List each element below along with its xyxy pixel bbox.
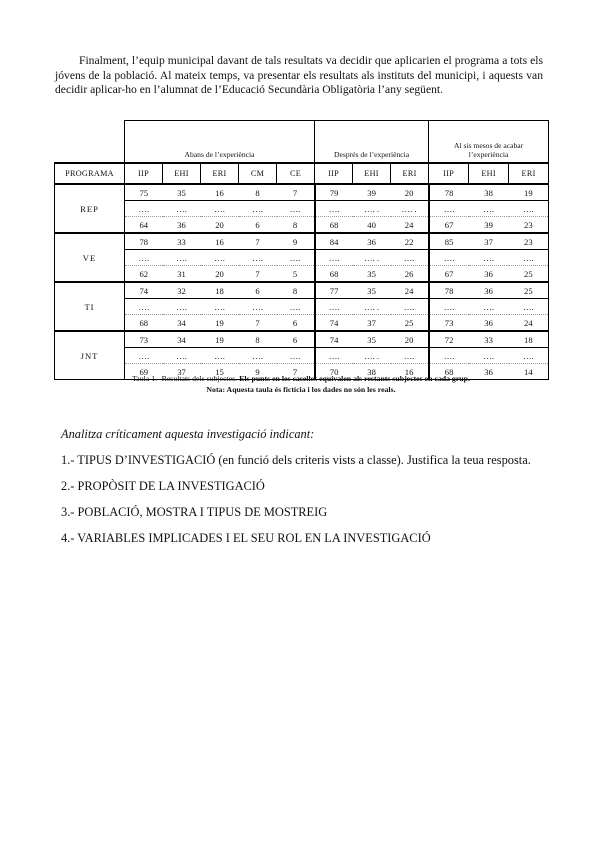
intro-paragraph: Finalment, l’equip municipal davant de tals resultats va decidir que aplicarien el programa a tots els jóvens de la població. Al mateix temps, va presentar els resultats als instituts del municipi, i aquests van decidir aplicar-ho en l’alumnat de l’Educació Secundària Obligatòria l’any següent. — [55, 54, 543, 97]
table-row — [55, 201, 549, 217]
table-cell: 35 — [353, 331, 391, 348]
table-cell: …. — [509, 250, 549, 266]
table-cell: 19 — [201, 331, 239, 348]
table-cell: 35 — [353, 282, 391, 299]
table-cell: 78 — [429, 282, 469, 299]
table-cell: 18 — [509, 331, 549, 348]
task-title: Analitza críticament aquesta investigació indicant: — [61, 427, 315, 441]
table-cell: 36 — [163, 217, 201, 234]
table-cell: 9 — [277, 233, 315, 250]
caption-bold-text: Els punts en les caselles equivalen als restants subjectes en cada grup. — [239, 374, 470, 383]
table-cell: 25 — [509, 282, 549, 299]
table-cell: 37 — [469, 233, 509, 250]
table-row — [55, 315, 549, 332]
table-row — [55, 299, 549, 315]
table-cell: 18 — [201, 282, 239, 299]
table-cell: …. — [201, 250, 239, 266]
table-cell: 38 — [469, 184, 509, 201]
column-header: EHI — [353, 163, 391, 184]
table-cell: 36 — [469, 364, 509, 380]
table-cell: 32 — [163, 282, 201, 299]
caption-text: Taula 1.- Resultats dels subjectes. — [132, 374, 240, 383]
table-cell: …. — [429, 348, 469, 364]
table-cell: 15 — [201, 364, 239, 380]
table-cell: …. — [429, 299, 469, 315]
column-header: CM — [239, 163, 277, 184]
table-cell: …. — [163, 250, 201, 266]
table-cell: …. — [163, 201, 201, 217]
table-cell: …. . — [353, 250, 391, 266]
table-cell: …. — [277, 299, 315, 315]
group-header-six-months-line2: l’experiència — [468, 150, 509, 159]
table-cell: …. — [201, 348, 239, 364]
table-cell: 8 — [239, 184, 277, 201]
results-table-body — [55, 184, 549, 380]
table-cell: 20 — [391, 331, 429, 348]
table-cell: …. — [469, 299, 509, 315]
column-header: IIP — [315, 163, 353, 184]
column-header: ERI — [391, 163, 429, 184]
column-header: IIP — [125, 163, 163, 184]
caption-note: Nota: Aquesta taula és fictícia i los dades no són les reals. — [206, 384, 396, 394]
table-cell: 31 — [163, 266, 201, 283]
table-cell: 6 — [277, 315, 315, 332]
table-cell: 7 — [239, 266, 277, 283]
table-row — [55, 282, 549, 299]
table-cell: …. — [429, 201, 469, 217]
column-header: EHI — [469, 163, 509, 184]
table-cell: 6 — [239, 282, 277, 299]
table-row — [55, 250, 549, 266]
table-cell: 34 — [163, 331, 201, 348]
table-cell: …. . — [391, 201, 429, 217]
table-cell: 68 — [315, 266, 353, 283]
table-cell: 33 — [469, 331, 509, 348]
table-cell: 9 — [239, 364, 277, 380]
column-header: CE — [277, 163, 315, 184]
group-header-six-months-line1: Al sis mesos de acabar — [454, 141, 524, 150]
table-cell: 85 — [429, 233, 469, 250]
table-cell: …. — [125, 201, 163, 217]
column-header: ERI — [201, 163, 239, 184]
table-cell: 37 — [163, 364, 201, 380]
table-cell: 40 — [353, 217, 391, 234]
table-cell: 33 — [163, 233, 201, 250]
table-cell: …. . — [353, 201, 391, 217]
table-cell: 8 — [277, 282, 315, 299]
table-cell: 74 — [315, 315, 353, 332]
table-cell: …. . — [353, 299, 391, 315]
table-cell: 73 — [125, 331, 163, 348]
table-row — [55, 348, 549, 364]
program-name-cell: JNT — [55, 331, 125, 380]
question-item: 1.- TIPUS D’INVESTIGACIÓ (en funció dels criteris vists a classe). Justifica la teua resposta. — [61, 453, 531, 467]
table-cell: 23 — [509, 233, 549, 250]
table-cell: 7 — [277, 364, 315, 380]
header-blank-cell — [55, 121, 125, 164]
table-cell: 36 — [353, 233, 391, 250]
table-cell: 23 — [509, 217, 549, 234]
table-cell: …. — [125, 299, 163, 315]
program-name-cell: VE — [55, 233, 125, 282]
table-cell: 67 — [429, 266, 469, 283]
table-cell: 70 — [315, 364, 353, 380]
table-cell: 6 — [277, 331, 315, 348]
group-header-after: Després de l’experiència — [315, 121, 429, 164]
table-cell: 5 — [277, 266, 315, 283]
table-cell: …. — [469, 201, 509, 217]
column-header: IIP — [429, 163, 469, 184]
program-name-cell: REP — [55, 184, 125, 233]
table-cell: 34 — [163, 315, 201, 332]
table-cell: 22 — [391, 233, 429, 250]
table-cell: …. — [391, 299, 429, 315]
table-cell: …. — [239, 201, 277, 217]
table-cell: …. — [201, 299, 239, 315]
table-cell: 64 — [125, 217, 163, 234]
table-row — [55, 266, 549, 283]
column-header: PROGRAMA — [55, 163, 125, 184]
table-cell: 68 — [429, 364, 469, 380]
table-cell: …. — [315, 201, 353, 217]
table-cell: 78 — [125, 233, 163, 250]
table-cell: …. — [469, 250, 509, 266]
table-cell: 14 — [509, 364, 549, 380]
table-cell: 36 — [469, 282, 509, 299]
table-cell: 74 — [125, 282, 163, 299]
table-cell: 78 — [429, 184, 469, 201]
question-item: 4.- VARIABLES IMPLICADES I EL SEU ROL EN LA INVESTIGACIÓ — [61, 531, 431, 545]
table-cell: 6 — [239, 217, 277, 234]
table-row — [55, 233, 549, 250]
table-cell: …. . — [353, 348, 391, 364]
table-cell: 79 — [315, 184, 353, 201]
question-item: 3.- POBLACIÓ, MOSTRA I TIPUS DE MOSTREIG — [61, 505, 328, 519]
column-header: ERI — [509, 163, 549, 184]
table-cell: 77 — [315, 282, 353, 299]
table-cell: 19 — [201, 315, 239, 332]
column-header: EHI — [163, 163, 201, 184]
table-cell: 39 — [353, 184, 391, 201]
table-cell: 35 — [353, 266, 391, 283]
table-caption — [54, 374, 548, 395]
table-cell: …. — [163, 299, 201, 315]
table-cell: 19 — [509, 184, 549, 201]
table-cell: …. — [509, 201, 549, 217]
table-cell: …. — [509, 299, 549, 315]
table-cell: …. — [391, 250, 429, 266]
table-cell: 7 — [239, 315, 277, 332]
table-cell: …. — [277, 250, 315, 266]
table-cell: 7 — [277, 184, 315, 201]
table-cell: 8 — [277, 217, 315, 234]
table-cell: 75 — [125, 184, 163, 201]
table-cell: …. — [277, 201, 315, 217]
table-cell: 72 — [429, 331, 469, 348]
table-cell: …. — [239, 348, 277, 364]
table-cell: 7 — [239, 233, 277, 250]
program-name-cell: TI — [55, 282, 125, 331]
table-row — [55, 331, 549, 348]
table-cell: 73 — [429, 315, 469, 332]
table-cell: 84 — [315, 233, 353, 250]
table-cell: 74 — [315, 331, 353, 348]
table-cell: 67 — [429, 217, 469, 234]
table-cell: …. — [469, 348, 509, 364]
table-cell: 69 — [125, 364, 163, 380]
table-cell: …. — [239, 250, 277, 266]
table-cell: 25 — [509, 266, 549, 283]
table-cell: 26 — [391, 266, 429, 283]
table-cell: …. — [509, 348, 549, 364]
table-cell: 16 — [391, 364, 429, 380]
table-cell: 24 — [391, 282, 429, 299]
group-header-six-months — [429, 121, 549, 164]
table-cell: …. — [201, 201, 239, 217]
table-cell: 35 — [163, 184, 201, 201]
table-cell: …. — [125, 348, 163, 364]
table-cell: 36 — [469, 266, 509, 283]
table-cell: 16 — [201, 184, 239, 201]
table-cell: 39 — [469, 217, 509, 234]
table-cell: …. — [125, 250, 163, 266]
table-cell: 16 — [201, 233, 239, 250]
table-cell: 24 — [509, 315, 549, 332]
table-cell: …. — [277, 348, 315, 364]
table-cell: …. — [391, 348, 429, 364]
table-cell: 8 — [239, 331, 277, 348]
table-cell: …. — [315, 250, 353, 266]
question-item: 2.- PROPÒSIT DE LA INVESTIGACIÓ — [61, 479, 265, 493]
table-row — [55, 217, 549, 234]
table-cell: 37 — [353, 315, 391, 332]
table-cell: …. — [429, 250, 469, 266]
table-cell: 68 — [315, 217, 353, 234]
table-cell: …. — [315, 299, 353, 315]
table-cell: 20 — [201, 217, 239, 234]
table-cell: …. — [163, 348, 201, 364]
table-cell: 20 — [201, 266, 239, 283]
table-cell: 25 — [391, 315, 429, 332]
table-cell: …. — [315, 348, 353, 364]
table-cell: 20 — [391, 184, 429, 201]
table-cell: …. — [239, 299, 277, 315]
group-header-before: Abans de l’experiència — [125, 121, 315, 164]
table-cell: 38 — [353, 364, 391, 380]
table-cell: 68 — [125, 315, 163, 332]
table-row — [55, 184, 549, 201]
results-table — [54, 120, 549, 380]
table-cell: 62 — [125, 266, 163, 283]
table-cell: 36 — [469, 315, 509, 332]
table-cell: 24 — [391, 217, 429, 234]
